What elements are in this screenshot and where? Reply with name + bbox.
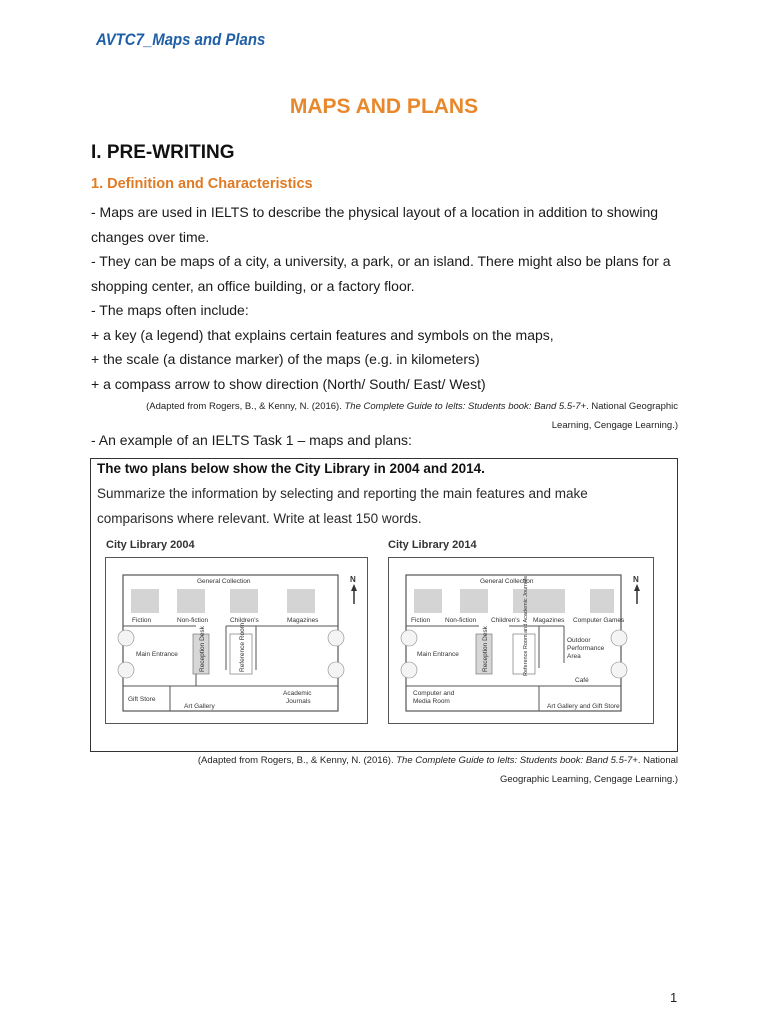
citation-suffix: . National — [637, 755, 678, 766]
citation-book-title: The Complete Guide to Ielts: Students book: Band 5.5-7+ — [344, 401, 587, 412]
body-line: - The maps often include: — [91, 302, 249, 318]
plan-2004-magazines: Magazines — [287, 617, 319, 624]
citation — [78, 397, 678, 435]
plan-2014-area: Area — [567, 653, 581, 660]
plan-2014-outdoor: Outdoor — [567, 637, 591, 644]
plan-2004-map — [105, 557, 368, 724]
task-line: Summarize the information by selecting and reporting the main features and make — [97, 486, 588, 501]
citation-prefix: (Adapted from Rogers, B., & Kenny, N. (2016). — [146, 401, 345, 412]
plan-2004-academic: Academic — [283, 690, 312, 697]
page-number: 1 — [670, 990, 678, 1005]
body-paragraphs — [91, 200, 681, 396]
plan-2004-general-collection: General Collection — [197, 578, 251, 585]
plan-2004-gift-store: Gift Store — [128, 696, 156, 703]
plan-2014-computer-games: Computer Games — [573, 617, 625, 624]
document-header: AVTC7_Maps and Plans — [96, 30, 266, 49]
task-instructions — [97, 481, 667, 531]
page-title: MAPS AND PLANS — [289, 95, 479, 118]
plan-2014-north: N — [633, 575, 639, 584]
plan-2014-computer: Computer and — [413, 690, 455, 697]
plan-2014-main-entrance: Main Entrance — [417, 651, 459, 658]
plan-2004-label: City Library 2004 — [106, 539, 195, 551]
task-line: comparisons where relevant. Write at least 150 words. — [97, 511, 422, 526]
example-intro: - An example of an IELTS Task 1 – maps and plans: — [91, 432, 412, 448]
citation-line2: Geographic Learning, Cengage Learning.) — [500, 774, 678, 785]
body-line: + the scale (a distance marker) of the maps (e.g. in kilometers) — [91, 351, 480, 367]
body-line: + a key (a legend) that explains certain features and symbols on the maps, — [91, 326, 554, 343]
plan-2014-media-room: Media Room — [413, 698, 450, 705]
subsection-heading: 1. Definition and Characteristics — [91, 176, 313, 192]
plan-2004-north: N — [350, 575, 356, 584]
plan-2014-label: City Library 2014 — [388, 539, 477, 551]
plan-2014-magazines: Magazines — [533, 617, 565, 624]
plan-2004-reception: Reception Desk — [199, 626, 206, 672]
body-line: changes over time. — [91, 228, 210, 245]
plan-2004-childrens: Children's — [230, 617, 259, 624]
body-line: + a compass arrow to show direction (North/ South/ East/ West) — [91, 375, 486, 392]
body-line: shopping center, an office building, or a factory floor. — [91, 277, 415, 294]
task-box — [90, 458, 678, 752]
plan-2014-art-gift: Art Gallery and Gift Store — [547, 703, 620, 710]
body-line: - They can be maps of a city, a university, a park, or an island. There might also be plans for a — [91, 253, 671, 269]
plan-2014-reception: Reception Desk — [482, 626, 489, 672]
plan-2014-map — [388, 557, 654, 724]
citation — [78, 751, 678, 789]
plan-2004-nonfiction: Non-fiction — [177, 617, 209, 624]
plan-2004-reference: Reference Room — [239, 622, 246, 672]
plan-2014-childrens: Children's — [491, 617, 520, 624]
plan-2004-art-gallery: Art Gallery — [184, 703, 215, 710]
citation-suffix: . National Geographic — [586, 401, 678, 412]
plan-2014-performance: Performance — [567, 645, 605, 652]
plan-2014-general-collection: General Collection — [480, 578, 534, 585]
citation-prefix: (Adapted from Rogers, B., & Kenny, N. (2016). — [197, 755, 397, 766]
plan-2004-fiction: Fiction — [132, 617, 152, 624]
plan-2004-journals: Journals — [286, 698, 311, 705]
plan-2004-main-entrance: Main Entrance — [136, 651, 178, 658]
body-line: - Maps are used in IELTS to describe the physical layout of a location in addition to showing — [91, 204, 659, 220]
plan-2014-nonfiction: Non-fiction — [445, 617, 477, 624]
task-title: The two plans below show the City Library in 2004 and 2014. — [97, 461, 485, 476]
plan-2014-reference-academic: Reference Room and Academic Journals — [523, 576, 529, 676]
citation-line2: Learning, Cengage Learning.) — [551, 420, 678, 431]
plan-2014-cafe: Café — [575, 677, 589, 684]
citation-book-title: The Complete Guide to Ielts: Students book: Band 5.5-7+ — [396, 755, 638, 766]
section-heading: I. PRE-WRITING — [91, 142, 235, 163]
plan-2014-fiction: Fiction — [411, 617, 431, 624]
